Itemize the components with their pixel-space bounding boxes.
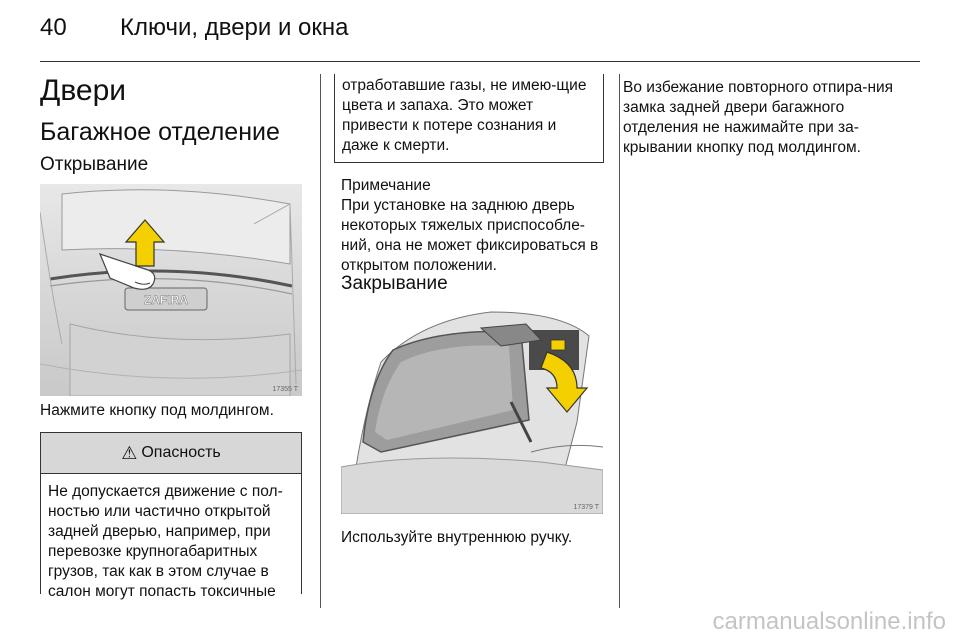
opening-heading: Открывание	[40, 154, 149, 175]
figure1-label: 17355 T	[272, 386, 298, 393]
danger-box	[40, 432, 302, 600]
watermark: carmanualsonline.info	[712, 608, 946, 635]
figure2-caption: Используйте внутреннюю ручку.	[341, 529, 573, 546]
danger-text: Не допускается движение с пол-ностью или частично открытой задней дверью, например, при перевозке крупногабаритных грузов, так как в этом случае в салон могут попасть токсичные	[48, 483, 283, 600]
page-header	[40, 14, 920, 44]
tailgate-closing-illustration	[341, 302, 603, 514]
column3-text: Во избежание повторного отпира-ния замка задней двери багажного отделения не нажимайте при за-крывании кнопку под молдингом.	[623, 79, 894, 156]
zafira-badge: ZAFIRA	[144, 293, 188, 307]
section-heading: Двери	[40, 74, 127, 107]
danger-box-continued: отработавшие газы, не имею-щие цвета и запаха. Это может привести к потере сознания и даже к смерти.	[334, 74, 604, 163]
closing-heading: Закрывание	[341, 273, 448, 294]
column-divider-1	[320, 74, 321, 608]
tailgate-button-illustration	[40, 184, 302, 396]
page-number: 40	[40, 14, 67, 41]
danger-header	[41, 433, 301, 474]
header-rule	[40, 61, 920, 62]
figure2-label: 17379 T	[573, 504, 599, 511]
note-text: При установке на заднюю дверь некоторых тяжелых приспособле-ний, она не может фиксироваться в открытом положении.	[341, 197, 599, 274]
subsection-heading: Багажное отделение	[40, 118, 280, 146]
running-title: Ключи, двери и окна	[120, 14, 349, 41]
column-divider-2	[619, 74, 620, 608]
danger-title: Опасность	[141, 444, 221, 461]
note-title: Примечание	[341, 177, 431, 194]
figure1-caption: Нажмите кнопку под молдингом.	[40, 402, 274, 419]
warning-triangle-icon: ⚠	[121, 442, 138, 463]
